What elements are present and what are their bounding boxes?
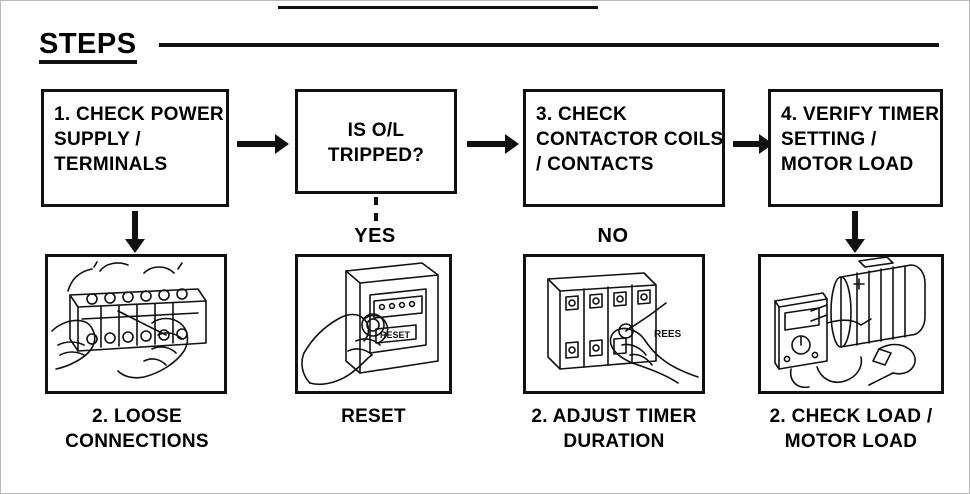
panel-adjust-timer <box>523 254 705 394</box>
arrow-step2-to-step3 <box>467 134 519 154</box>
step-box-1-line-3: TERMINALS <box>54 154 168 175</box>
no-label: NO <box>597 225 629 247</box>
multimeter-motor-wrench-illustration <box>761 257 941 391</box>
arrow-step4-down <box>845 211 865 253</box>
step-box-3-line-3: / CONTACTS <box>536 154 654 175</box>
device-label-rees: RESET <box>380 330 411 340</box>
step-box-4-line-3: MOTOR LOAD <box>781 154 914 175</box>
caption-adjust-timer-line-1: 2. ADJUST TIMER <box>531 406 697 427</box>
arrow-step3-to-step4 <box>733 134 773 154</box>
caption-check-load-line-2: MOTOR LOAD <box>784 431 918 452</box>
hands-wiring-terminal-block-illustration <box>48 257 224 391</box>
step-box-2-line-1: IS O/L <box>347 119 405 141</box>
step-box-4 <box>768 89 943 207</box>
header-rule <box>159 43 939 47</box>
arrow-step1-down <box>125 211 145 253</box>
caption-adjust-timer-line-2: DURATION <box>563 431 665 452</box>
step-box-2-line-2: TRIPPED? <box>327 144 425 166</box>
dashed-connector-step2 <box>374 197 378 221</box>
caption-loose-connections <box>37 404 237 454</box>
step-box-4-line-2: SETTING / <box>781 129 877 150</box>
step-box-3 <box>523 89 725 207</box>
caption-reset-line-1: RESET <box>341 406 406 427</box>
caption-loose-connections-line-2: CONNECTIONS <box>65 431 209 452</box>
hand-screwdriver-adjusting-contactor-timer-illustration <box>526 257 702 391</box>
caption-loose-connections-line-1: 2. LOOSE <box>91 406 183 427</box>
hand-pressing-reset-button-enclosure-illustration <box>298 257 449 391</box>
yes-label: YES <box>354 225 396 247</box>
step-box-1-line-1: 1. CHECK POWER <box>54 104 224 125</box>
step-box-3-line-1: 3. CHECK <box>536 104 628 125</box>
steps-header <box>39 29 939 65</box>
panel-loose-connections <box>45 254 227 394</box>
arrow-step1-to-step2 <box>237 134 289 154</box>
step-box-1 <box>41 89 229 207</box>
step-box-3-line-2: CONTACTOR COILS <box>536 129 724 150</box>
step-box-4-line-1: 4. VERIFY TIMER <box>781 104 940 125</box>
panel-check-load <box>758 254 944 394</box>
panel-reset <box>295 254 452 394</box>
top-heading-rule <box>278 6 598 9</box>
device-label-rees-contactor: REES <box>654 329 682 340</box>
caption-check-load <box>751 404 951 454</box>
caption-check-load-line-1: 2. CHECK LOAD / <box>769 406 933 427</box>
step-box-2 <box>295 89 457 194</box>
caption-reset <box>295 404 452 429</box>
page-title: STEPS <box>39 29 137 64</box>
caption-adjust-timer <box>513 404 715 454</box>
step-box-1-line-2: SUPPLY / <box>54 129 141 150</box>
